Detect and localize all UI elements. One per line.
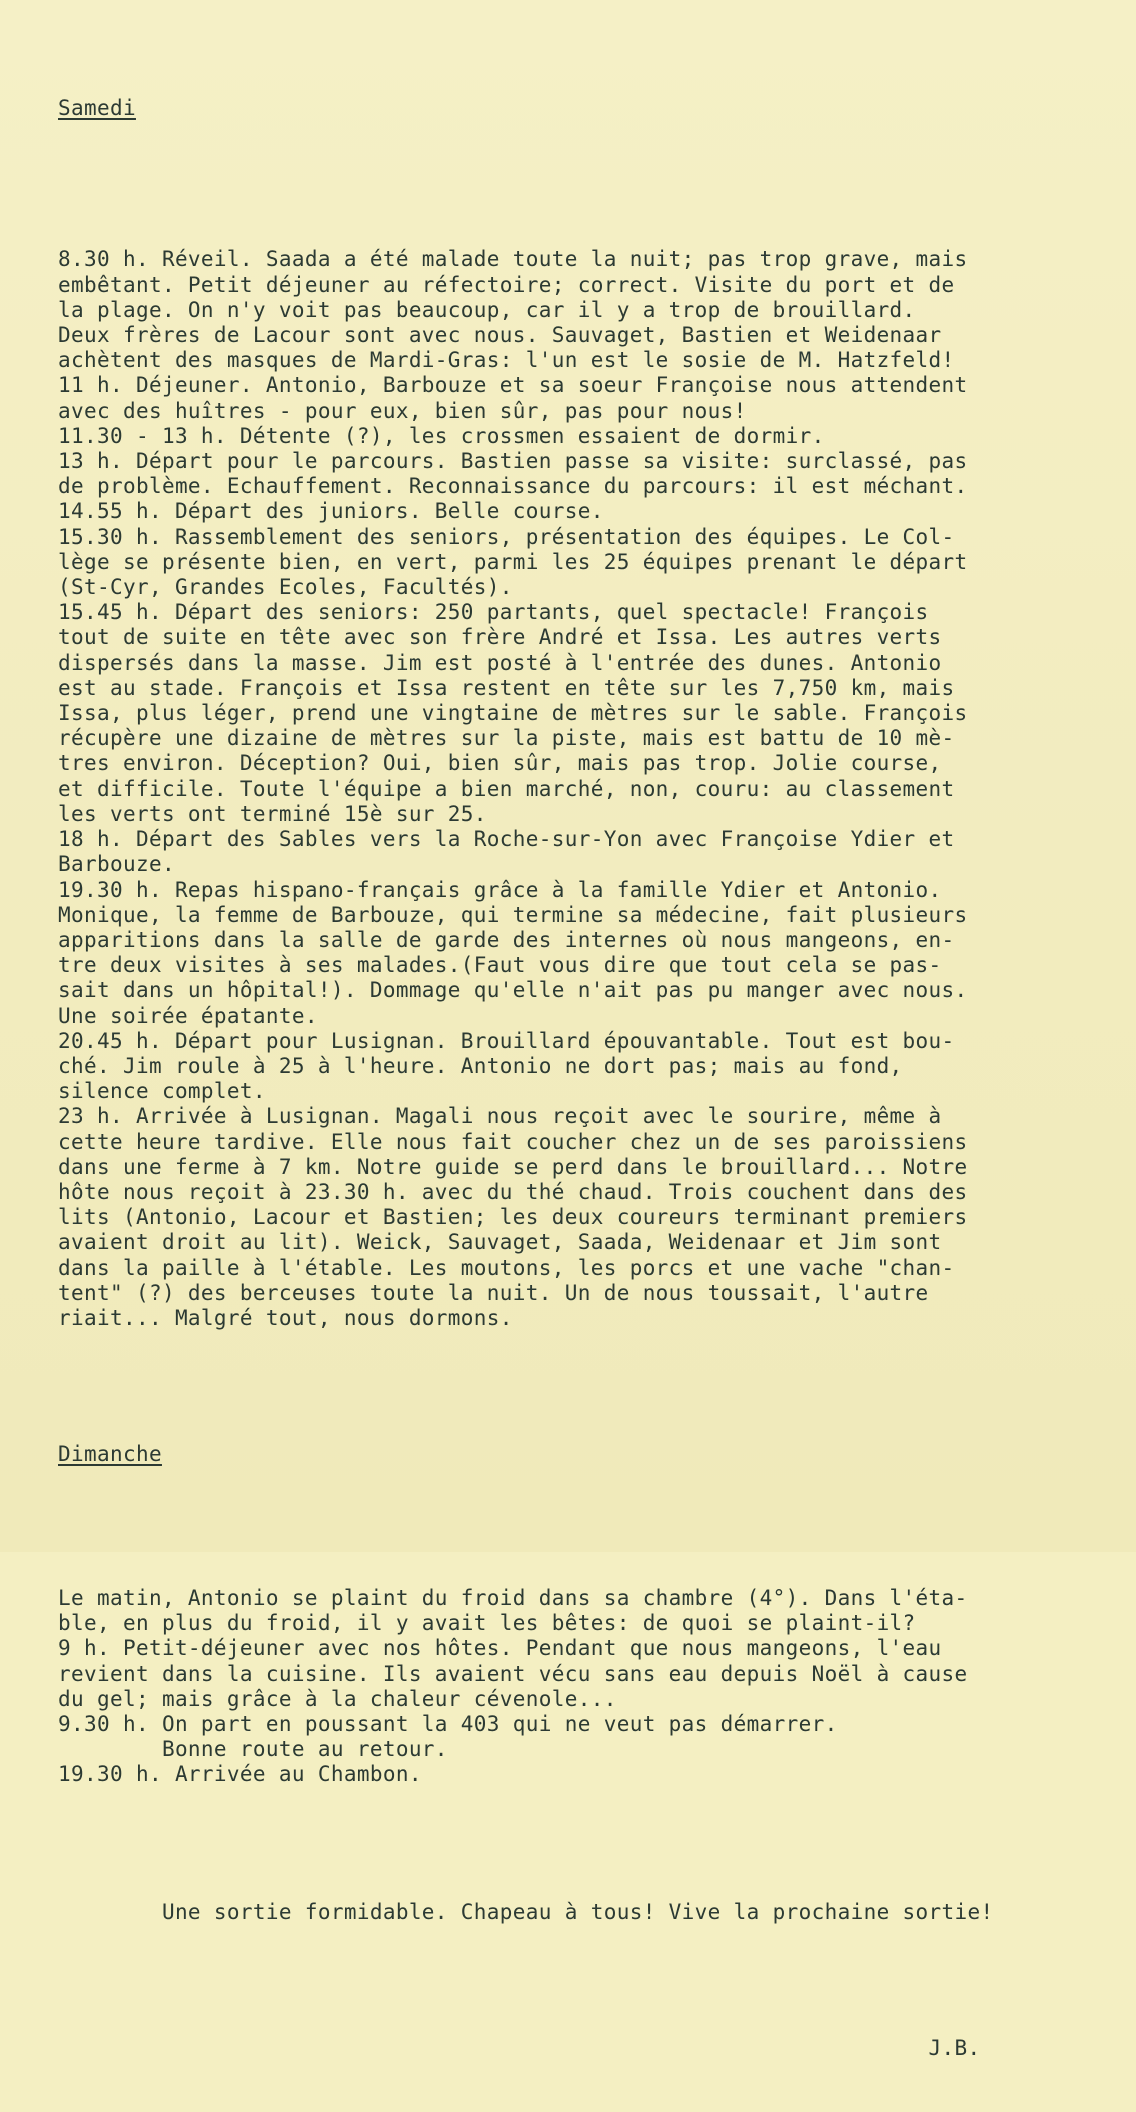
text-line: avaient droit au lit). Weick, Sauvaget, Saada, Weidenaar et Jim sont [58,1230,942,1255]
text-line: cette heure tardive. Elle nous fait coucher chez un de ses paroissiens [58,1129,968,1154]
text-line: 23 h. Arrivée à Lusignan. Magali nous reçoit avec le sourire, même à [58,1104,942,1129]
text-line: riait... Malgré tout, nous dormons. [58,1305,513,1330]
text-line: tout de suite en tête avec son frère André et Issa. Les autres verts [58,625,942,650]
text-line: lits (Antonio, Lacour et Bastien; les deux coureurs terminant premiers [58,1205,968,1230]
text-line: 19.30 h. Repas hispano-français grâce à la famille Ydier et Antonio. [58,877,942,902]
text-line: silence complet. [58,1079,266,1104]
text-line: dans la paille à l'étable. Les moutons, les porcs et une vache "chan- [58,1255,955,1280]
text-line: 14.55 h. Départ des juniors. Belle course. [58,499,604,524]
text-line: dispersés dans la masse. Jim est posté à l'entrée des dunes. Antonio [58,650,942,675]
text-line: ble, en plus du froid, il y avait les bêtes: de quoi se plaint-il? [58,1611,916,1636]
text-line: achètent des masques de Mardi-Gras: l'un est le sosie de M. Hatzfeld! [58,348,955,373]
samedi-text [58,247,1108,1331]
text-line: avec des huîtres - pour eux, bien sûr, pas pour nous! [58,398,747,423]
text-line: 13 h. Départ pour le parcours. Bastien passe sa visite: surclassé, pas [58,449,968,474]
text-line: Une soirée épatante. [58,1003,318,1028]
text-line: les verts ont terminé 15è sur 25. [58,801,487,826]
section-heading-dimanche: Dimanche [58,1441,162,1466]
text-line: la plage. On n'y voit pas beaucoup, car il y a trop de brouillard. [58,297,916,322]
section-heading-samedi: Samedi [58,96,136,121]
text-line: tre deux visites à ses malades.(Faut vous dire que tout cela se pas- [58,953,942,978]
text-line: hôte nous reçoit à 23.30 h. avec du thé chaud. Trois couchent dans des [58,1179,968,1204]
text-line: embêtant. Petit déjeuner au réfectoire; correct. Visite du port et de [58,272,955,297]
text-line: 11.30 - 13 h. Détente (?), les crossmen essaient de dormir. [58,423,825,448]
text-line: Bonne route au retour. [58,1737,448,1762]
text-line: Barbouze. [58,852,175,877]
text-line: Le matin, Antonio se plaint du froid dans sa chambre (4°). Dans l'éta- [58,1585,968,1610]
closing-line: Une sortie formidable. Chapeau à tous! Vive la prochaine sortie! [58,1900,994,1925]
spacer [58,1976,1108,1986]
text-line: et difficile. Toute l'équipe a bien marché, non, couru: au classement [58,776,955,801]
text-line: lège se présente bien, en vert, parmi les 25 équipes prenant le départ [58,549,968,574]
text-line: dans une ferme à 7 km. Notre guide se perd dans le brouillard... Notre [58,1154,968,1179]
text-line: 9 h. Petit-déjeuner avec nos hôtes. Pendant que nous mangeons, l'eau [58,1636,942,1661]
dimanche-text [58,1586,1108,1788]
text-line: 19.30 h. Arrivée au Chambon. [58,1762,422,1787]
text-line: tent" (?) des berceuses toute la nuit. Un de nous toussait, l'autre [58,1280,929,1305]
text-line: 15.30 h. Rassemblement des seniors, présentation des équipes. Le Col- [58,524,955,549]
text-line: 9.30 h. On part en poussant la 403 qui ne veut pas démarrer. [58,1712,838,1736]
text-line: Deux frères de Lacour sont avec nous. Sauvaget, Bastien et Weidenaar [58,323,942,348]
text-line: sait dans un hôpital!). Dommage qu'elle n'ait pas pu manger avec nous. [58,978,968,1003]
text-line: Issa, plus léger, prend une vingtaine de mètres sur le sable. François [58,701,968,726]
text-line: tres environ. Déception? Oui, bien sûr, mais pas trop. Jolie course, [58,751,942,776]
text-line: 8.30 h. Réveil. Saada a été malade toute la nuit; pas trop grave, mais [58,247,968,272]
text-line: (St-Cyr, Grandes Ecoles, Facultés). [58,575,513,600]
text-line: du gel; mais grâce à la chaleur cévenole... [58,1686,617,1711]
text-line: est au stade. François et Issa restent en tête sur les 7,750 km, mais [58,675,955,700]
text-line: ché. Jim roule à 25 à l'heure. Antonio ne dort pas; mais au fond, [58,1053,903,1078]
text-line: revient dans la cuisine. Ils avaient vécu sans eau depuis Noël à cause [58,1661,968,1686]
spacer [58,172,1108,197]
text-line: 18 h. Départ des Sables vers la Roche-sur-Yon avec Françoise Ydier et [58,827,955,852]
spacer [58,1382,1108,1392]
signature: J.B. [58,2036,981,2061]
text-line: 11 h. Déjeuner. Antonio, Barbouze et sa soeur Françoise nous attendent [58,373,968,398]
spacer [58,1838,1108,1850]
text-line: récupère une dizaine de mètres sur la piste, mais est battu de 10 mè- [58,726,955,751]
text-line: de problème. Echauffement. Reconnaissance du parcours: il est méchant. [58,474,968,499]
text-line: 20.45 h. Départ pour Lusignan. Brouillard épouvantable. Tout est bou- [58,1028,955,1053]
text-line: apparitions dans la salle de garde des internes où nous mangeons, en- [58,927,955,952]
text-line: Monique, la femme de Barbouze, qui termine sa médecine, fait plusieurs [58,902,968,927]
spacer [58,1518,1108,1536]
document-text [58,46,1108,2112]
text-line: 15.45 h. Départ des seniors: 250 partants, quel spectacle! François [58,600,929,625]
